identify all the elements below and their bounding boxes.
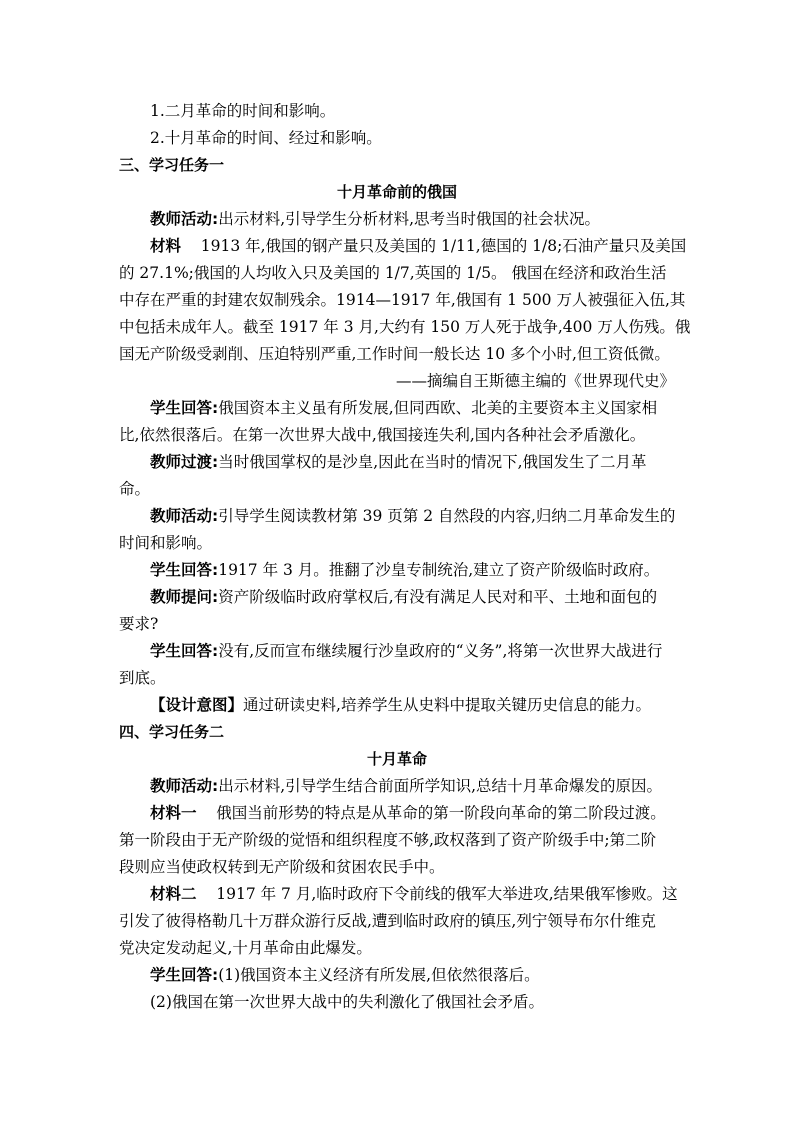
student-answer-label: 学生回答: [150, 561, 219, 579]
document-page [119, 98, 691, 1016]
teacher-transition-line-2: 命。 [119, 480, 151, 498]
student-answer-label: 学生回答: [150, 642, 219, 660]
teacher-activity-3: 教师活动:出示材料,引导学生结合前面所学知识,总结十月革命爆发的原因。 [150, 777, 663, 795]
material-1-line-3: 段则应当使政权转到无产阶级和贫困农民手中。 [119, 858, 445, 876]
section-title-task1: 十月革命前的俄国 [336, 183, 457, 201]
design-intent-label: 【设计意图】 [150, 696, 244, 714]
material-2-label: 材料二 [150, 885, 197, 903]
material-2-line-1: 材料二 1917 年 7 月,临时政府下令前线的俄军大举进攻,结果俄军惨败。这 [150, 885, 678, 903]
material-2-line-2: 引发了彼得格勒几十万群众游行反战,遭到临时政府的镇压,列宁领导布尔什维克 [119, 912, 656, 930]
teacher-activity-label: 教师活动: [150, 777, 219, 795]
teacher-activity-label: 教师活动: [150, 507, 219, 525]
material-line-4: 中包括未成年人。截至 1917 年 3 月,大约有 150 万人死于战争,400 万人伤残。俄 [119, 318, 691, 336]
teacher-activity-1 [119, 206, 675, 233]
material-1-label: 材料一 [150, 804, 197, 822]
teacher-question-line-1: 教师提问:资产阶级临时政府掌权后,有没有满足人民对和平、土地和面包的 [150, 588, 658, 606]
material-label: 材料 [150, 237, 182, 255]
student-answer-2: 学生回答:1917 年 3 月。推翻了沙皇专制统治,建立了资产阶级临时政府。 [150, 561, 660, 579]
teacher-activity-label: 教师活动: [150, 210, 219, 228]
material-line-1: 材料 1913 年,俄国的钢产量只及美国的 1/11,德国的 1/8;石油产量只及美国 [150, 237, 687, 255]
intro-item-2: 2.十月革命的时间、经过和影响。 [150, 129, 382, 147]
material-2-line-3: 党决定发动起义,十月革命由此爆发。 [119, 939, 372, 957]
material-1-line-2: 第一阶段由于无产阶级的觉悟和组织程度不够,政权落到了资产阶级手中;第二阶 [119, 831, 657, 849]
student-answer-label: 学生回答: [150, 966, 219, 984]
material-line-5: 国无产阶级受剥削、压迫特别严重,工作时间一般长达 10 多个小时,但工资低微。 [119, 345, 670, 363]
teacher-activity-text: 出示材料,引导学生分析材料,思考当时俄国的社会状况。 [218, 210, 601, 228]
material-line-2: 的 27.1%;俄国的人均收入只及美国的 1/7,英国的 1/5。 俄国在经济和政治生活 [119, 264, 667, 282]
design-intent: 【设计意图】通过研读史料,培养学生从史料中提取关键历史信息的能力。 [150, 696, 651, 714]
teacher-question-label: 教师提问: [150, 588, 219, 606]
student-answer-label: 学生回答: [150, 399, 219, 417]
student-answer-3-line-1: 学生回答:没有,反而宣布继续履行沙皇政府的“义务”,将第一次世界大战进行 [150, 642, 663, 660]
material-source: ——摘编自王斯德主编的《世界现代史》 [395, 372, 675, 390]
teacher-activity-2-line-1: 教师活动:引导学生阅读教材第 39 页第 2 自然段的内容,归纳二月革命发生的 [150, 507, 676, 525]
student-answer-3-line-2: 到底。 [119, 669, 166, 687]
teacher-activity-2-line-2: 时间和影响。 [119, 534, 213, 552]
material-line-3: 中存在严重的封建农奴制残余。1914—1917 年,俄国有 1 500 万人被强征入伍,其 [119, 291, 686, 309]
material-1-line-1: 材料一 俄国当前形势的特点是从革命的第一阶段向革命的第二阶段过渡。 [150, 804, 666, 822]
teacher-question-line-2: 要求? [119, 615, 159, 633]
section-heading-task1: 三、学习任务一 [119, 156, 225, 174]
section-heading-task2: 四、学习任务二 [119, 723, 225, 741]
student-answer-4-line-1: 学生回答:(1)俄国资本主义经济有所发展,但依然很落后。 [150, 966, 540, 984]
section-title-task2: 十月革命 [366, 750, 427, 768]
student-answer-1-line-2: 比,依然很落后。在第一次世界大战中,俄国接连失利,国内各种社会矛盾激化。 [119, 426, 646, 444]
teacher-transition-label: 教师过渡: [150, 453, 219, 471]
student-answer-4-line-2: (2)俄国在第一次世界大战中的失利激化了俄国社会矛盾。 [150, 993, 544, 1011]
intro-item-1: 1.二月革命的时间和影响。 [150, 102, 336, 120]
student-answer-1-line-1: 学生回答:俄国资本主义虽有所发展,但同西欧、北美的主要资本主义国家相 [150, 399, 658, 417]
teacher-transition-line-1: 教师过渡:当时俄国掌权的是沙皇,因此在当时的情况下,俄国发生了二月革 [150, 453, 647, 471]
